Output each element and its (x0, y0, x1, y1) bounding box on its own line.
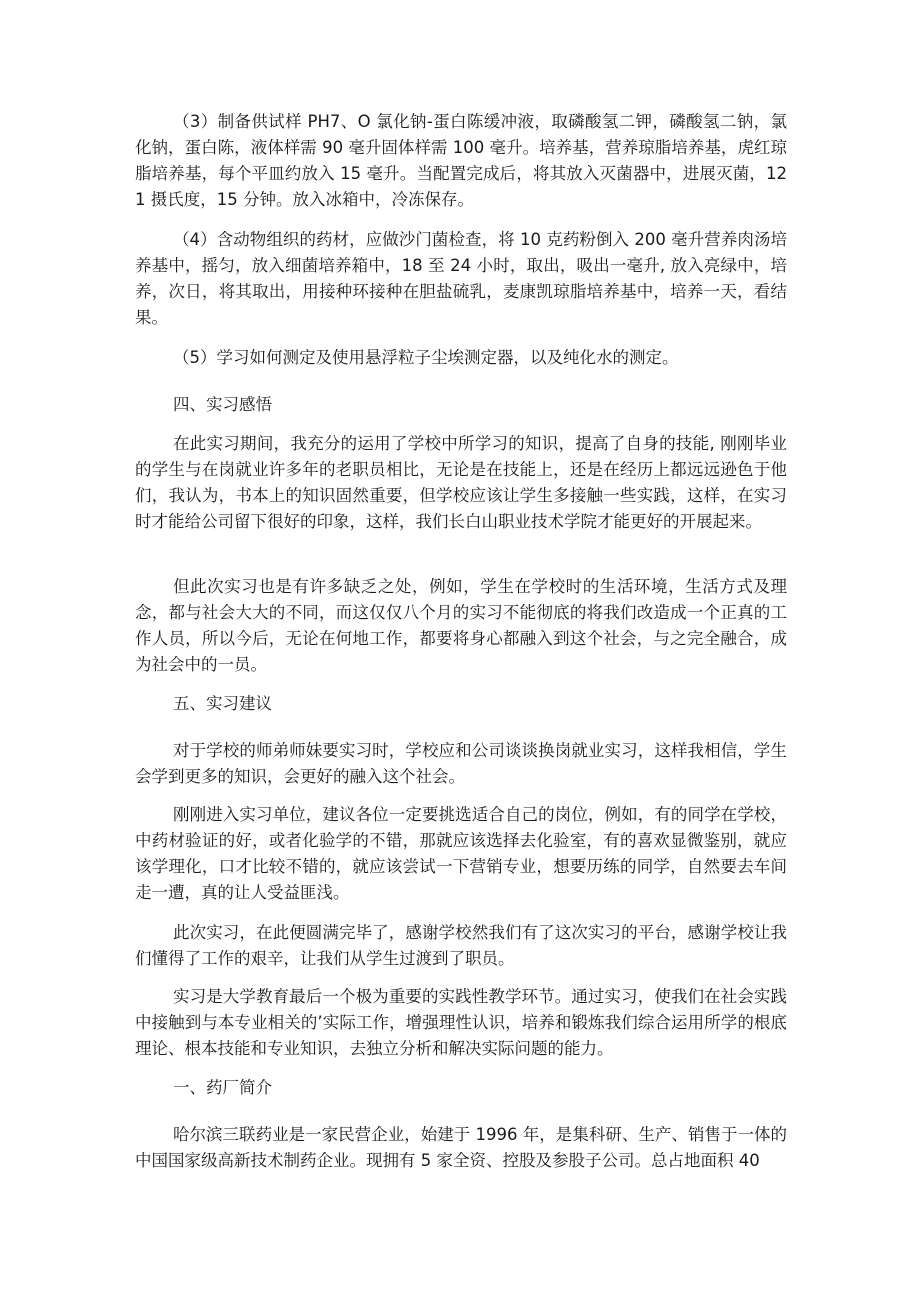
paragraph-item-4: （4）含动物组织的药材，应做沙门菌检查，将 10 克药粉倒入 200 毫升营养肉汤培养基中，摇匀，放入细菌培养箱中，18 至 24 小时，取出，吸出一毫升, 放入亮绿中，培养，次日，将其取出，用接种环接种在胆盐硫乳，麦康凯琼脂培养基中，培养一天，看结果。 (135, 230, 787, 327)
section-heading-1: 一、药厂简介 (173, 1078, 272, 1097)
paragraph-company-intro: 哈尔滨三联药业是一家民营企业，始建于 1996 年，是集科研、生产、销售于一体的中国国家级高新技术制药企业。现拥有 5 家全资、控股及参股子公司。总占地面积 40 (135, 1125, 787, 1170)
paragraph-suggestion-2: 刚刚进入实习单位，建议各位一定要挑选适合自己的岗位，例如，有的同学在学校，中药材验证的好，或者化验学的不错，那就应该选择去化验室，有的喜欢显微鉴别，就应该学理化，口才比较不错的，就应该尝试一下营销专业，想要历练的同学，自然要去车间走一遭，真的让人受益匪浅。 (135, 805, 787, 902)
paragraph-item-3: （3）制备供试样 PH7、O 氯化钠-蛋白陈缓冲液，取磷酸氢二钾，磷酸氢二钠，氯化钠，蛋白陈，液体样需 90 毫升固体样需 100 毫升。培养基，营养琼脂培养基，虎红琼脂培养基，每个平皿约放入 15 毫升。当配置完成后，将其放入灭菌器中，进展灭菌，121 摄氏度，15 分钟。放入冰箱中，冷冻保存。 (135, 112, 787, 209)
paragraph-internship-purpose: 实习是大学教育最后一个极为重要的实践性教学环节。通过实习，使我们在社会实践中接触到与本专业相关的’实际工作，增强理性认识，培养和锻炼我们综合运用所学的根底理论、根本技能和专业知识，去独立分析和解决实际问题的能力。 (135, 987, 787, 1058)
paragraph-reflection-1: 在此实习期间，我充分的运用了学校中所学习的知识，提高了自身的技能, 刚刚毕业的学生与在岗就业许多年的老职员相比，无论是在技能上，还是在经历上都远远逊色于他们，我认为，书本上的知识固然重要，但学校应该让学生多接触一些实践，这样，在实习时才能给公司留下很好的印象，这样，我们长白山职业技术学院才能更好的开展起来。 (135, 434, 787, 531)
section-heading-4: 四、实习感悟 (173, 395, 272, 414)
paragraph-suggestion-1: 对于学校的师弟师妹要实习时，学校应和公司谈谈换岗就业实习，这样我相信，学生会学到更多的知识，会更好的融入这个社会。 (135, 741, 787, 786)
paragraph-reflection-2: 但此次实习也是有许多缺乏之处，例如，学生在学校时的生活环境，生活方式及理念，都与社会大大的不同，而这仅仅八个月的实习不能彻底的将我们改造成一个正真的工作人员，所以今后，无论在何地工作，都要将身心都融入到这个社会，与之完全融合，成为社会中的一员。 (135, 577, 787, 674)
paragraph-item-5: （5）学习如何测定及使用悬浮粒子尘埃测定器，以及纯化水的测定。 (173, 348, 679, 367)
section-heading-5: 五、实习建议 (173, 694, 272, 713)
paragraph-conclusion: 此次实习，在此便圆满完毕了，感谢学校然我们有了这次实习的平台，感谢学校让我们懂得了工作的艰辛，让我们从学生过渡到了职员。 (135, 923, 787, 968)
